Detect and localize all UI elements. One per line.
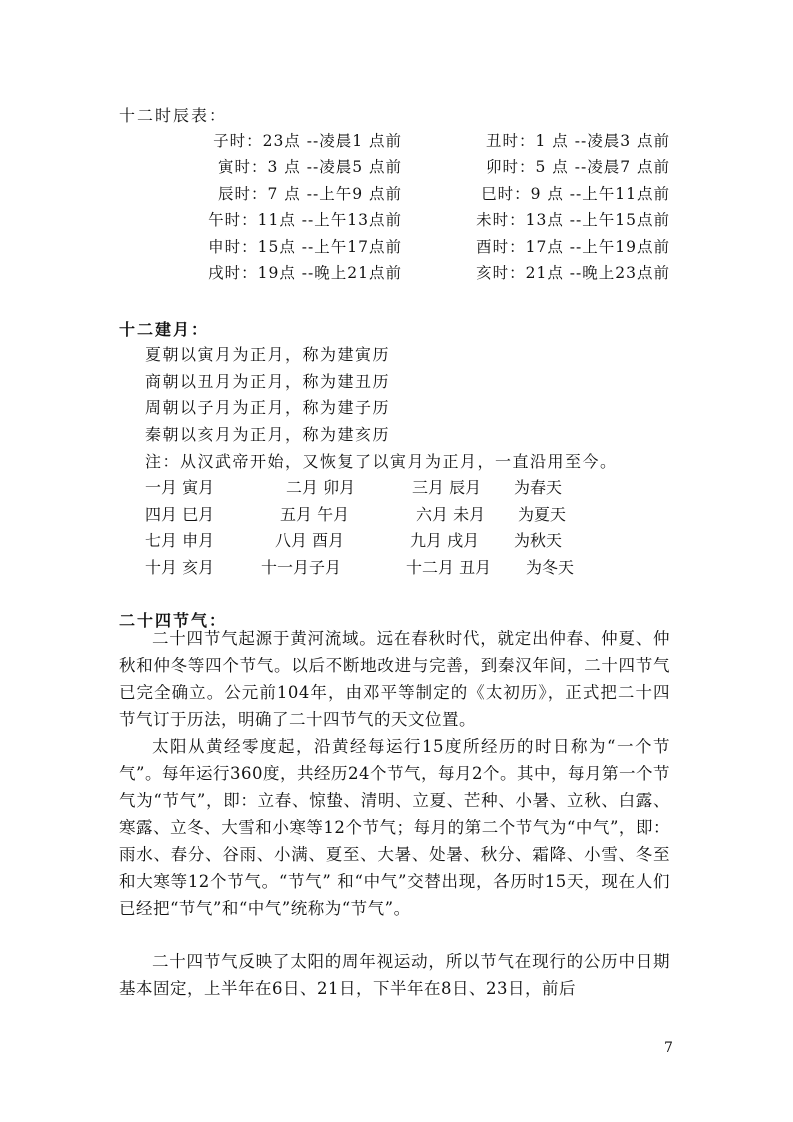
jieqi-paragraph: 太阳从黄经零度起，沿黄经每运行15度所经历的时日称为“一个节气”。每年运行360度，共经历24个节气，每月2个。其中，每月第一个节气为“节气”，即：立春、惊蛰、清明、立夏、芒种、小暑、立秋、白露、寒露、立冬、大雪和小寒等12个节气；每月的第二个节气为“中气”，即：雨水、春分、谷雨、小满、夏至、大暑、处暑、秋分、霜降、小雪、冬至和大寒等12个节气。“节气” 和“中气”交替出现，各历时15天，现在人们已经把“节气”和“中气”统称为“节气”。 [119,737,670,918]
shichen-row [0,155,793,179]
shichen-entry: 寅时：3 点 --凌晨5 点前 [218,158,402,176]
shichen-entry: 辰时：7 点 --上午9 点前 [218,185,402,203]
month-pair: 八月 酉月 [275,531,345,550]
jianyue-line: 商朝以丑月为正月，称为建丑历 [145,372,391,391]
shichen-entry: 午时：11点 --上午13点前 [208,211,402,229]
month-pair: 十一月子月 [261,558,342,577]
month-pair: 一月 寅月 [145,478,215,497]
shichen-entry: 子时：23点 --凌晨1 点前 [213,132,402,150]
jieqi-heading: 二十四节气： [119,611,228,630]
shichen-row [0,129,793,153]
season-label: 为春天 [514,478,563,497]
jianyue-line: 秦朝以亥月为正月，称为建亥历 [145,425,391,444]
month-pair: 六月 未月 [416,505,486,524]
jianyue-line: 夏朝以寅月为正月，称为建寅历 [145,345,391,364]
shichen-entry: 申时：15点 --上午17点前 [208,238,402,256]
page-number: 7 [664,1040,673,1056]
shichen-heading: 十二时辰表： [119,106,228,125]
shichen-row [0,208,793,232]
month-pair: 十月 亥月 [145,558,215,577]
shichen-entry: 亥时：21点 --晚上23点前 [476,264,670,282]
month-pair: 七月 申月 [145,531,215,550]
jianyue-heading: 十二建月： [119,320,210,339]
jianyue-line: 周朝以子月为正月，称为建子历 [145,398,391,417]
season-label: 为冬天 [526,558,575,577]
month-pair: 五月 午月 [280,505,350,524]
month-pair: 四月 巳月 [145,505,215,524]
shichen-row [0,235,793,259]
season-label: 为秋天 [514,531,563,550]
jieqi-paragraph: 二十四节气起源于黄河流域。远在春秋时代，就定出仲春、仲夏、仲秋和仲冬等四个节气。以后不断地改进与完善，到秦汉年间，二十四节气已完全确立。公元前104年，由邓平等制定的《太初历》，正式把二十四节气订于历法，明确了二十四节气的天文位置。 [119,629,670,729]
shichen-entry: 酉时：17点 --上午19点前 [476,238,670,256]
shichen-entry: 巳时：9 点 --上午11点前 [481,185,670,203]
shichen-entry: 丑时：1 点 --凌晨3 点前 [486,132,670,150]
jieqi-paragraph: 二十四节气反映了太阳的周年视运动，所以节气在现行的公历中日期基本固定，上半年在6日、21日，下半年在8日、23日，前后 [119,952,670,998]
season-label: 为夏天 [518,505,567,524]
month-pair: 三月 辰月 [412,478,482,497]
shichen-entry: 戌时：19点 --晚上21点前 [208,264,402,282]
month-pair: 九月 戌月 [410,531,480,550]
shichen-row [0,261,793,285]
month-pair: 十二月 丑月 [406,558,492,577]
shichen-row [0,182,793,206]
shichen-entry: 未时：13点 --上午15点前 [476,211,670,229]
shichen-entry: 卯时：5 点 --凌晨7 点前 [486,158,670,176]
jianyue-note: 注：从汉武帝开始，又恢复了以寅月为正月，一直沿用至今。 [145,452,618,471]
month-pair: 二月 卯月 [286,478,356,497]
